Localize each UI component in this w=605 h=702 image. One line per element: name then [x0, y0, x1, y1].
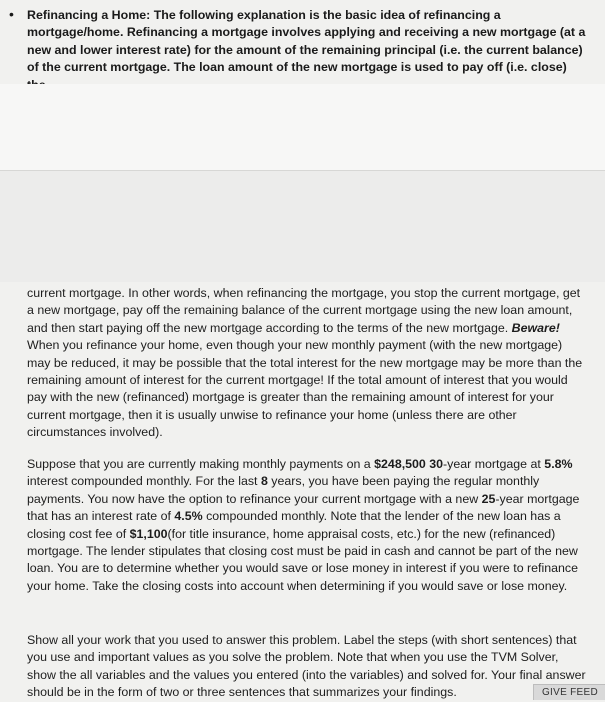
current-rate: 5.8%: [544, 457, 573, 471]
intro-text: The following explanation is the basic idea of refinancing a mortgage/home. Refinancing a mortgage involves applying and receiving a new mortgage (at a new and lower interest rate) for the amount of the remaining principal (i.e. the current balance) of the current mortgage. The loan amount of the new mortgage is used to pay off (i.e. close): [27, 8, 586, 75]
blank-area-gray: [0, 171, 605, 282]
mortgage-amount: $248,500 30: [374, 457, 444, 471]
closing-fee: $1,100: [129, 526, 168, 541]
paragraph-instructions: [27, 632, 587, 702]
paragraph-problem: [27, 456, 587, 595]
problem-text-2: -year mortgage at: [443, 457, 545, 471]
problem-text-3: interest compounded monthly. For the last: [27, 474, 261, 489]
explanation-text-2: When you refinance your home, even though your new monthly payment (with the new mortgage) may be reduced, it may be possible that the total interest for the new mortgage may be more than the remaining amount of interest for the current mortgage! If the total amount of interest that you would pay with the new (refinanced) mortgage is greater than the remaining amount of interest for your current mortgage, then it is usually unwise to refinance your home (unless there are other circumstances involved).: [27, 338, 583, 440]
blank-area: [0, 84, 605, 170]
paragraph-explanation: [27, 285, 587, 442]
paragraph-intro: [27, 7, 587, 94]
new-rate: 4.5%: [174, 509, 203, 524]
problem-text-4: years, you have been paying the regular monthly payments. You now have the option to refinance your current mortgage with a new: [27, 474, 540, 506]
problem-text-6: compounded monthly. Note that the lender of the new loan has a closing cost fee of: [27, 509, 561, 541]
years-paid: 8: [260, 474, 268, 489]
explanation-text-1: current mortgage. In other words, when refinancing the mortgage, you stop the current mortgage, get a new mortgage, pay off the remaining balance of the current mortgage using the new loan amount, and then start paying off the new mortgage according to the terms of the new mortgage.: [27, 286, 581, 335]
bullet-point: •: [9, 6, 14, 22]
instructions-text: Show all your work that you used to answer this problem. Label the steps (with short sentences) that you use and important values as you solve the problem. Note that when you use the TVM Solver, show the all variables and the values you entered (into the variables) and solved for. Your final answer should be in the form of two or three sentences that summarizes your findings.: [27, 633, 586, 700]
new-term: 25: [481, 491, 496, 506]
give-feedback-button[interactable]: GIVE FEED: [533, 684, 605, 700]
problem-text-5: -year mortgage that has an interest rate of: [27, 491, 580, 524]
intro-lead: Refinancing a Home:: [27, 8, 151, 22]
problem-text-1: Suppose that you are currently making monthly payments on a: [27, 457, 375, 471]
problem-text-7: (for title insurance, home appraisal costs, etc.) for the new (refinanced) mortgage. The lender stipulates that closing cost must be paid in cash and cannot be part of the new loan. You are to determine whether you would save or lose money in interest if you were to refinance your home. Take the closing costs into account when determining if you would save or lose money.: [27, 526, 579, 593]
beware-label: Beware!: [511, 320, 560, 335]
